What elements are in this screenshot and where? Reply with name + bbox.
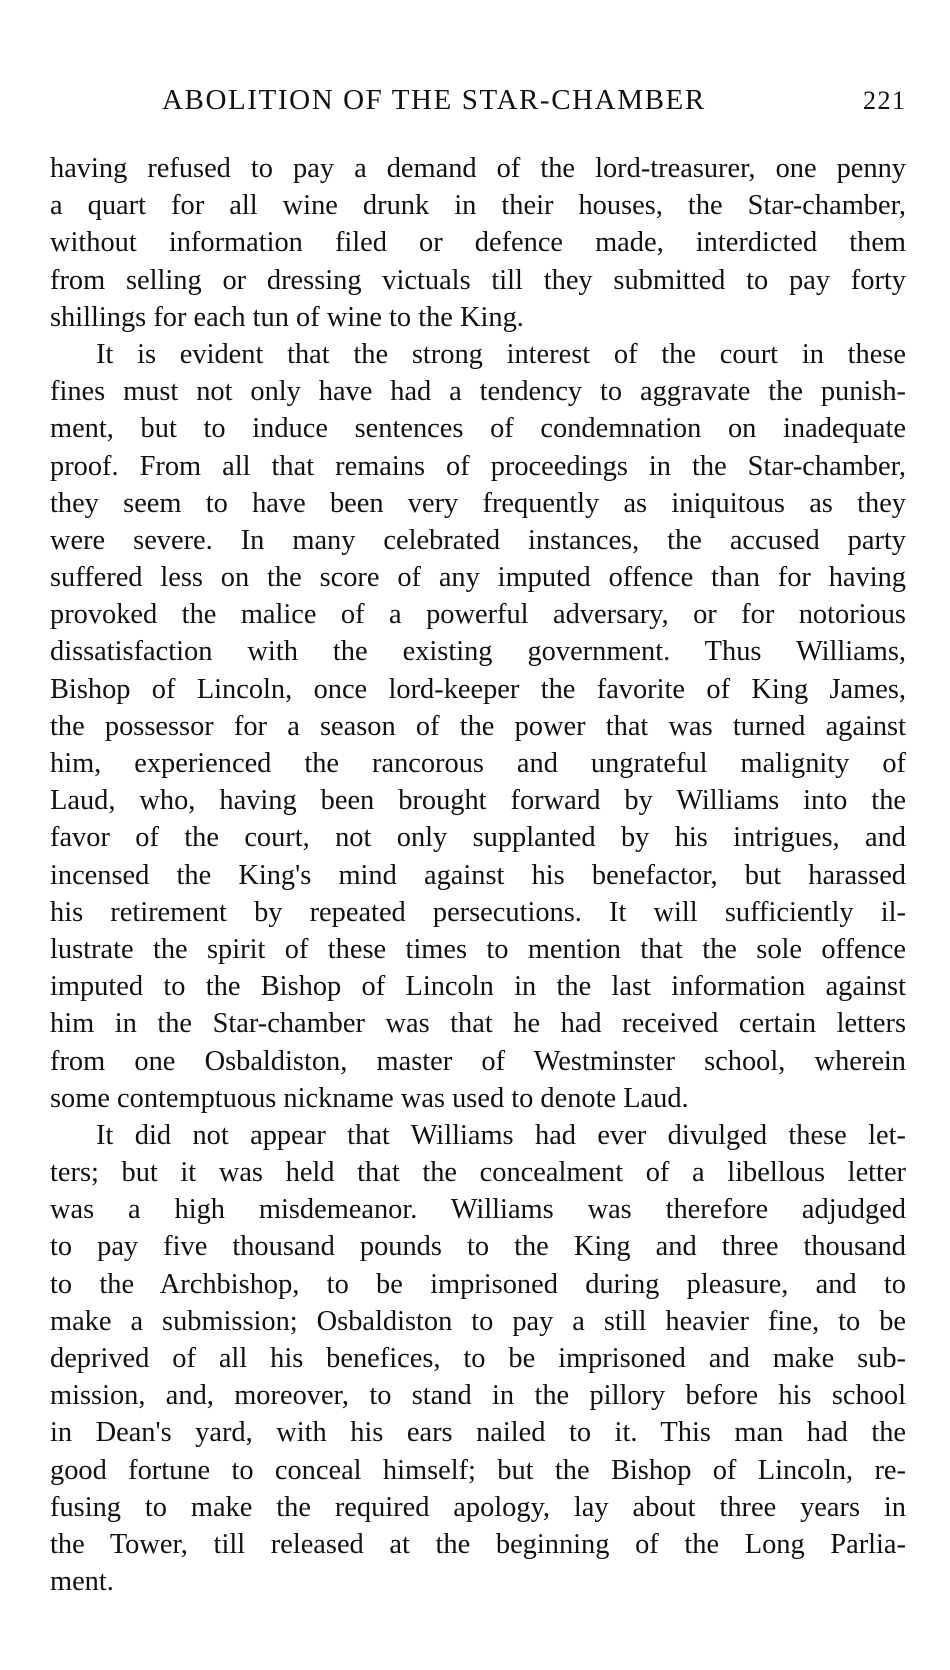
- text-line: Laud, who, having been brought forward by Williams into the: [50, 785, 906, 817]
- text-line: they seem to have been very frequently as iniquitous as they: [50, 487, 906, 519]
- text-line: him, experienced the rancorous and ungrateful malignity of: [50, 748, 906, 779]
- text-line: good fortune to conceal himself; but the Bishop of Lincoln, re-: [50, 1454, 906, 1486]
- text-line: the possessor for a season of the power that was turned against: [50, 710, 906, 742]
- text-line: was a high misdemeanor. Williams was therefore adjudged: [50, 1194, 906, 1226]
- text-line: to pay five thousand pounds to the King and three thousand: [50, 1231, 906, 1263]
- text-line: ters; but it was held that the concealment of a libellous letter: [50, 1157, 906, 1189]
- text-line: It did not appear that Williams had ever divulged these let-: [96, 1119, 906, 1151]
- text-line: Bishop of Lincoln, once lord-keeper the favorite of King James,: [50, 673, 906, 705]
- text-line: to the Archbishop, to be imprisoned during pleasure, and to: [50, 1268, 906, 1300]
- paragraph-continuation: [50, 150, 906, 336]
- body-text: [50, 150, 906, 1600]
- text-line: without information filed or defence made, interdicted them: [50, 227, 906, 259]
- text-line: deprived of all his benefices, to be imprisoned and make sub-: [50, 1343, 906, 1374]
- text-line: It is evident that the strong interest of the court in these: [96, 338, 906, 370]
- text-line: incensed the King's mind against his benefactor, but harassed: [50, 859, 906, 891]
- text-line: favor of the court, not only supplanted by his intrigues, and: [50, 822, 906, 854]
- text-line: lustrate the spirit of these times to mention that the sole offence: [50, 933, 906, 965]
- text-line: imputed to the Bishop of Lincoln in the last information against: [50, 971, 906, 1003]
- text-line: his retirement by repeated persecutions. It will sufficiently il-: [50, 896, 906, 928]
- text-line: dissatisfaction with the existing government. Thus Williams,: [50, 636, 906, 668]
- page-number: 221: [863, 86, 907, 115]
- text-line: having refused to pay a demand of the lord-treasurer, one penny: [50, 153, 906, 184]
- text-line: were severe. In many celebrated instances, the accused party: [50, 524, 906, 556]
- text-line: provoked the malice of a powerful adversary, or for notorious: [50, 599, 906, 631]
- paragraph-star-chamber-fines: [50, 336, 906, 1117]
- text-line: from selling or dressing victuals till they submitted to pay forty: [50, 264, 906, 296]
- text-line: from one Osbaldiston, master of Westminster school, wherein: [50, 1045, 906, 1077]
- text-line: him in the Star-chamber was that he had received certain letters: [50, 1008, 906, 1040]
- running-header: [0, 84, 950, 124]
- text-line: fines must not only have had a tendency to aggravate the punish-: [50, 376, 906, 408]
- text-line: a quart for all wine drunk in their houses, the Star-chamber,: [50, 190, 906, 222]
- text-line: the Tower, till released at the beginning of the Long Parlia-: [50, 1528, 906, 1560]
- text-line: fusing to make the required apology, lay about three years in: [50, 1491, 906, 1523]
- text-line: some contemptuous nickname was used to denote Laud.: [50, 1082, 689, 1114]
- text-line: shillings for each tun of wine to the King.: [50, 301, 524, 333]
- text-line: proof. From all that remains of proceedings in the Star-chamber,: [50, 450, 906, 482]
- text-line: suffered less on the score of any imputed offence than for having: [50, 562, 906, 594]
- text-line: in Dean's yard, with his ears nailed to it. This man had the: [50, 1417, 906, 1449]
- text-line: ment, but to induce sentences of condemnation on inadequate: [50, 413, 906, 445]
- running-title: ABOLITION OF THE STAR-CHAMBER: [162, 84, 706, 116]
- text-line: ment.: [50, 1566, 114, 1598]
- text-line: mission, and, moreover, to stand in the pillory before his school: [50, 1380, 906, 1412]
- text-line: make a submission; Osbaldiston to pay a still heavier fine, to be: [50, 1305, 906, 1337]
- paragraph-williams-sentence: [50, 1117, 906, 1600]
